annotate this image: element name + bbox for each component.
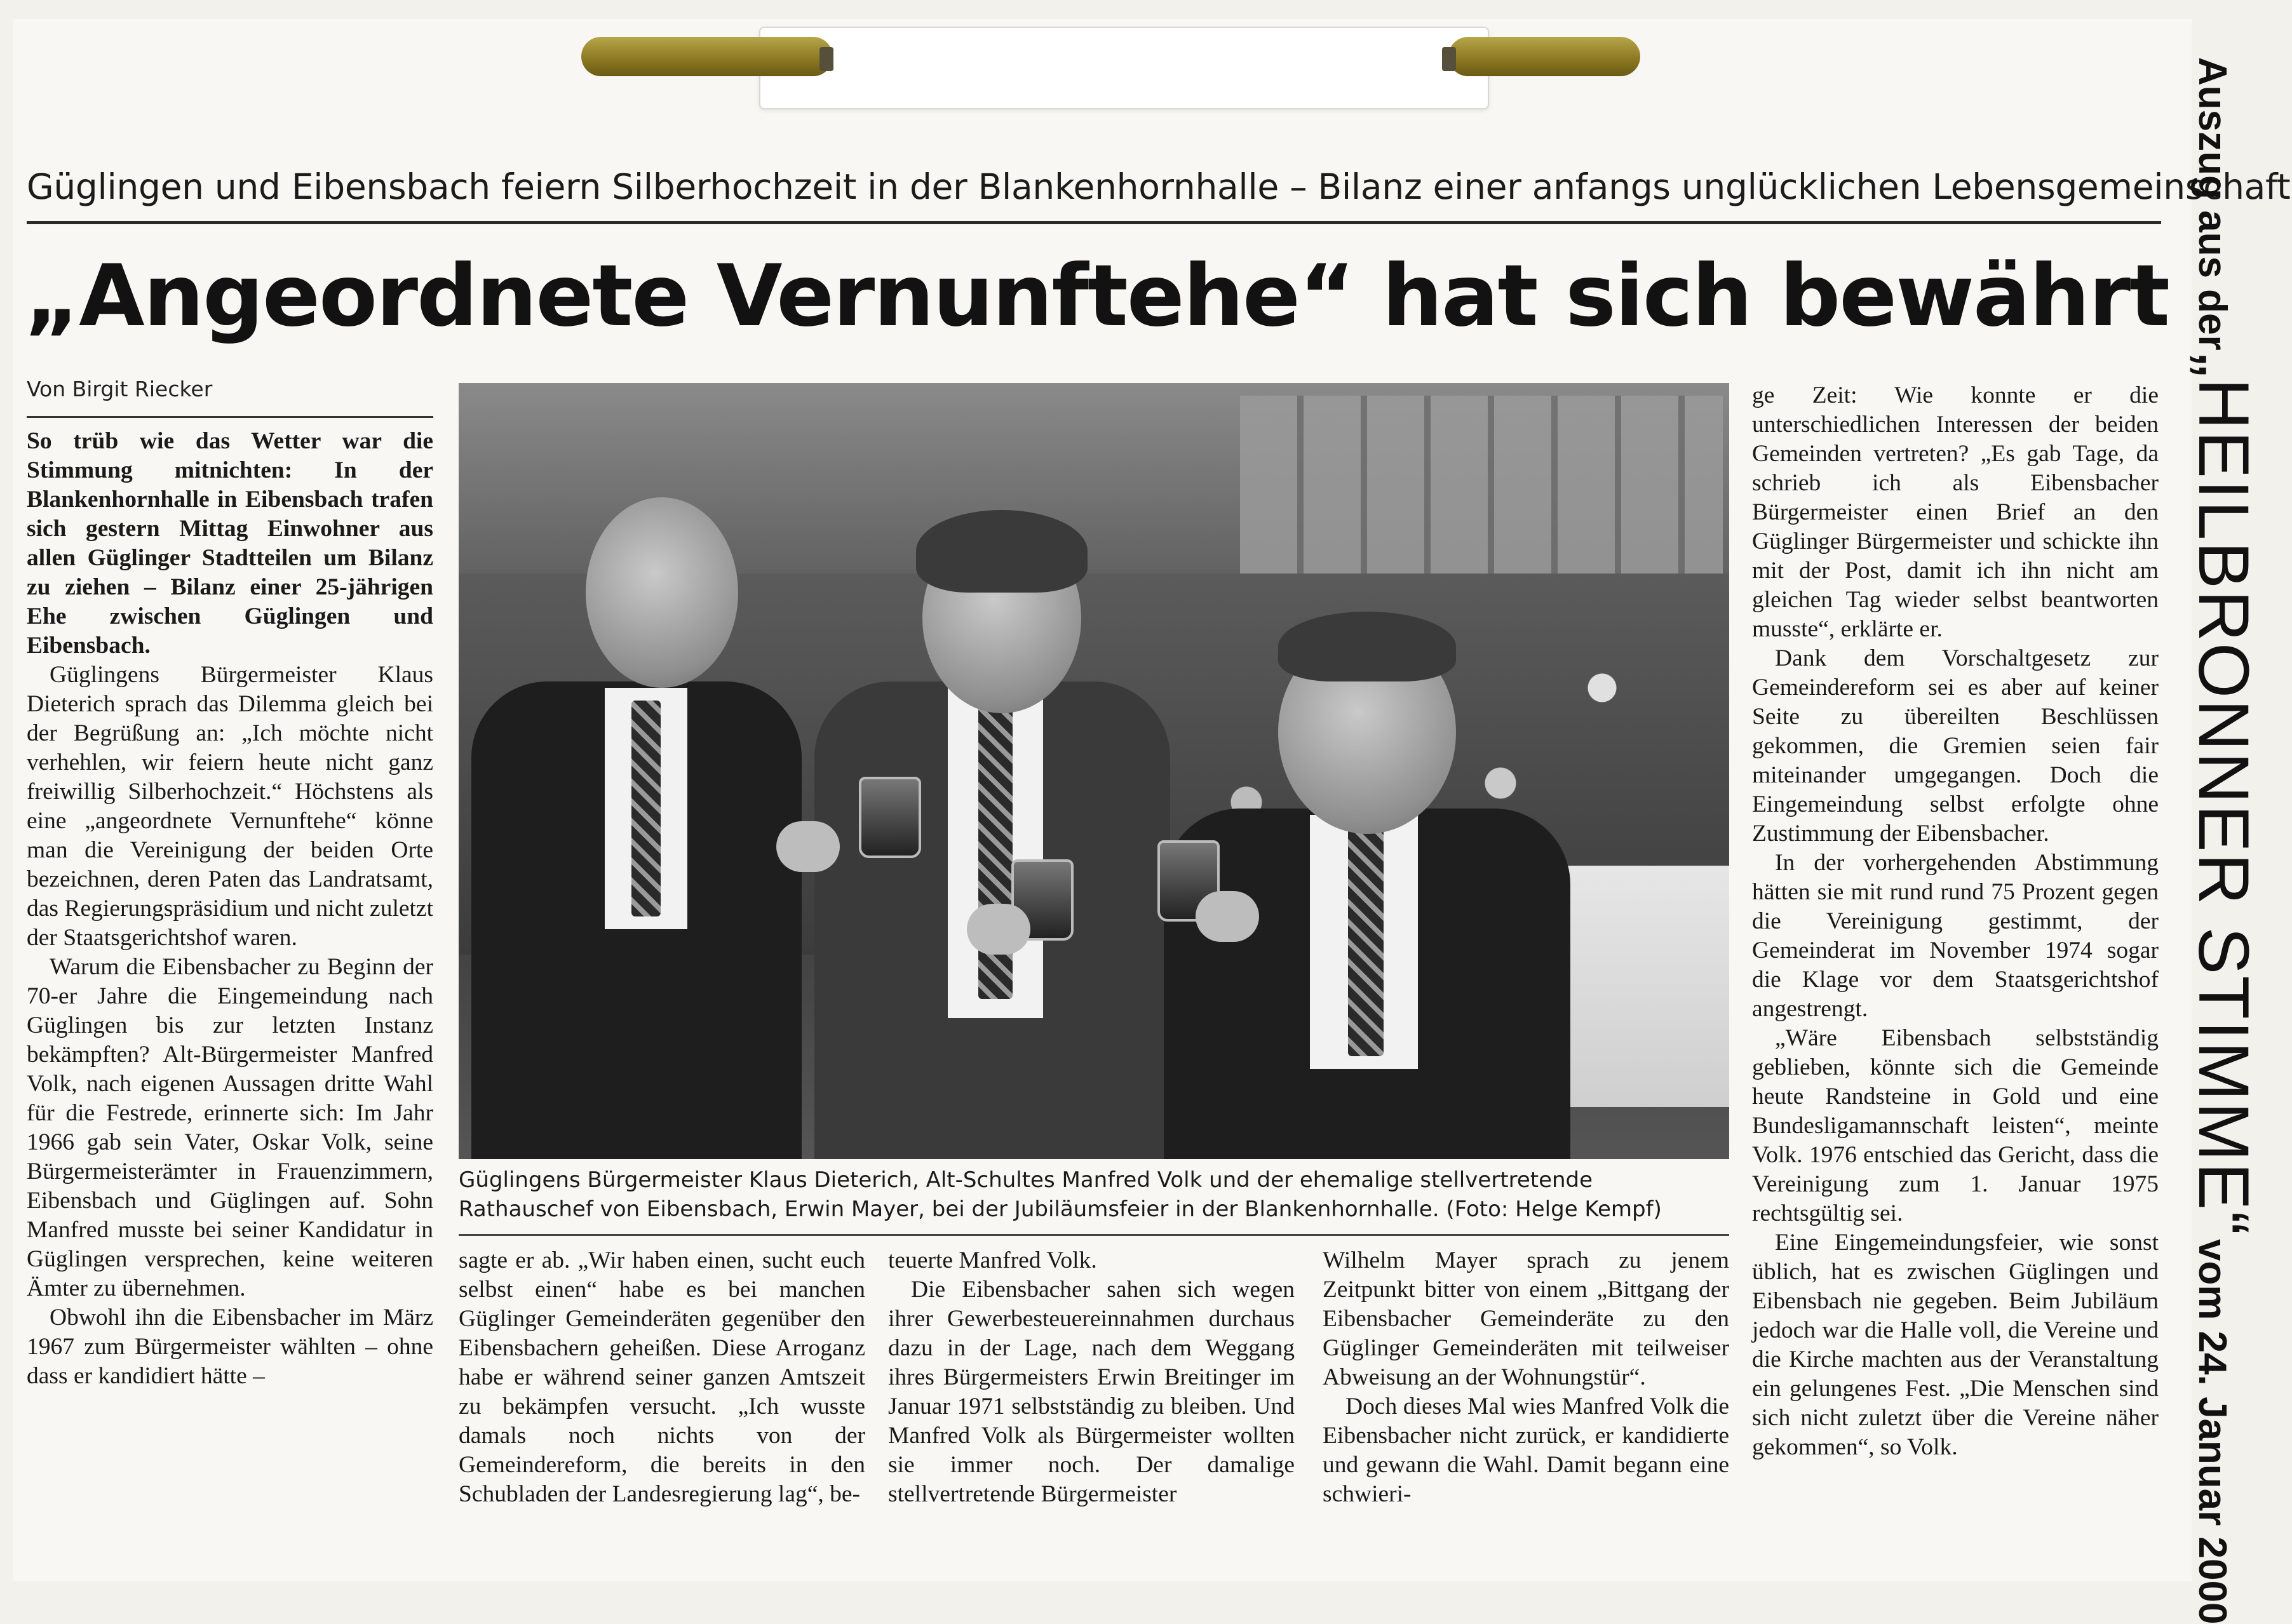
lead-paragraph: So trüb wie das Wetter war die Stimmung mitnichten: In der Blankenhornhalle in Eibensbach trafen sich gestern Mittag Einwohner aus allen Güglinger Stadtteilen um Bilanz zu ziehen – Bilanz einer 25-jährigen Ehe zwischen Güglingen und Eibensbach.	[27, 428, 433, 659]
byline-rule	[27, 416, 433, 418]
binder-clip-right	[1448, 37, 1640, 76]
hand	[776, 821, 840, 872]
paragraph: Warum die Eibensbacher zu Beginn der 70-er Jahre die Eingemeindung nach Güglingen bis zur letzten Instanz bekämpften? Alt-Bürgermeister Manfred Volk, nach eigenen Aussagen dritte Wahl für die Festrede, erinnerte sich: Im Jahr 1966 gab sein Vater, Oskar Volk, seine Bürgermeisterämter in Frauenzimmern, Eibensbach und Güglingen auf. Sohn Manfred musste bei seiner Kandidatur in Güglingen versprechen, keine weiteren Ämter zu übernehmen.	[27, 954, 433, 1301]
paragraph: „Wäre Eibensbach selbstständig geblieben, könnte sich die Gemeinde heute Randsteine in Gold und eine Bundesligamannschaft leisten“, meinte Volk. 1976 entschied das Gericht, dass die Vereinigung zum 1. Januar 1975 rechtsgültig sei.	[1752, 1025, 2159, 1226]
column-bottom-3	[1323, 1246, 1729, 1509]
caption-rule	[459, 1234, 1729, 1236]
article-photo	[459, 383, 1729, 1159]
hand	[967, 904, 1030, 955]
hand	[1196, 891, 1259, 942]
paragraph: Eine Eingemeindungsfeier, wie sonst üblich, hat es zwischen Güglingen und Eibensbach nie gegeben. Beim Jubiläum jedoch war die Halle voll, die Vereine und die Kirche machten aus der Veranstaltung ein gelungenes Fest. „Die Menschen sind sich nicht zuletzt über die Vereine näher gekommen“, so Volk.	[1752, 1230, 2159, 1460]
paragraph: Obwohl ihn die Eibensbacher im März 1967 zum Bürgermeister wählten – ohne dass er kandidiert hätte –	[27, 1305, 433, 1389]
source-annotation	[2179, 57, 2263, 1624]
paragraph: Güglingens Bürgermeister Klaus Dieterich sprach das Dilemma gleich bei der Begrüßung an: „Ich möchte nicht verhehlen, wir feiern heute nicht ganz freiwillig Silberhochzeit.“ Höchstens als eine „angeordnete Vernunftehe“ könne man die Vereinigung der beiden Orte bezeichnen, deren Paten das Landratsamt, das Regierungspräsidium und nicht zuletzt der Staatsgerichtshof waren.	[27, 662, 433, 951]
source-date: vom 24. Januar 2000	[2190, 1238, 2234, 1624]
paragraph: Wilhelm Mayer sprach zu jenem Zeitpunkt bitter von einem „Bittgang der Eibensbacher Gemeinderäte zu den Güglinger Gemeinderäten mit teilweiser Abweisung an der Wohnungstür“.	[1323, 1247, 1729, 1390]
clip-hinge-right	[1442, 47, 1456, 71]
source-paper: „HEILBRONNER STIMME“	[2184, 353, 2263, 1237]
paragraph: sagte er ab. „Wir haben einen, sucht euch selbst einen“ habe es bei manchen Güglinger Gemeinderäten gegenüber den Eibensbachern geheißen. Diese Arroganz habe er während seiner ganzen Amtszeit zu bekämpfen versucht. „Ich wusste damals noch nichts von der Gemeindereform, die bereits in den Schubladen der Landesregierung lag“, be-	[459, 1247, 865, 1507]
photo-background-windows	[1240, 396, 1723, 586]
paragraph: In der vorhergehenden Abstimmung hätten sie mit rund rund 75 Prozent gegen die Vereinigung gestimmt, der Gemeinderat im November 1974 sogar die Klage vor dem Staatsgerichtshof angestrengt.	[1752, 850, 2159, 1022]
paragraph: Dank dem Vorschaltgesetz zur Gemeindereform sei es aber auf keiner Seite zu übereilten Beschlüssen gekommen, die Gremien seien fair miteinander umgegangen. Doch die Eingemeindung selbst erfolgte ohne Zustimmung der Eibensbacher.	[1752, 645, 2159, 847]
column-right	[1752, 381, 2159, 1462]
photo-caption: Güglingens Bürgermeister Klaus Dieterich, Alt-Schultes Manfred Volk und der ehemalige stellvertretende Rathauschef von Eibensbach, Erwin Mayer, bei der Jubiläumsfeier in der Blankenhornhalle. (Foto: Helge Kempf)	[459, 1167, 1662, 1222]
paragraph: Die Eibensbacher sahen sich wegen ihrer Gewerbesteuereinnahmen durchaus dazu in der Lage, nach dem Weggang ihres Bürgermeisters Erwin Breitinger im Januar 1971 selbstständig zu bleiben. Und Manfred Volk als Bürgermeister wollten sie immer noch. Der damalige stellvertretende Bürgermeister	[888, 1277, 1295, 1507]
column-bottom-2	[888, 1246, 1295, 1509]
column-left	[27, 427, 433, 1391]
source-prefix: Auszug aus der	[2190, 57, 2234, 351]
paragraph: ge Zeit: Wie konnte er die unterschiedlichen Interessen der beiden Gemeinden vertreten? „Es gab Tage, da schrieb ich als Eibensbacher Bürgermeister einen Brief an den Güglinger Bürgermeister und schickte ihn mit der Post, damit ich ihn nicht am gleichen Tag wieder selbst beantworten musste“, erklärte er.	[1752, 382, 2159, 642]
glass-mug	[859, 777, 921, 858]
article-headline: „Angeordnete Vernunftehe“ hat sich bewährt	[24, 246, 2169, 346]
clip-hinge-left	[819, 47, 833, 71]
binder-clip-left	[581, 37, 833, 76]
byline: Von Birgit Riecker	[27, 377, 213, 401]
paragraph: teuerte Manfred Volk.	[888, 1247, 1097, 1273]
clip-card	[759, 27, 1489, 109]
kicker-rule	[27, 221, 2161, 224]
article-kicker: Güglingen und Eibensbach feiern Silberhochzeit in der Blankenhornhalle – Bilanz einer anfangs unglücklichen Lebensgemeinschaft	[27, 166, 2291, 207]
column-bottom-1	[459, 1246, 865, 1509]
paragraph: Doch dieses Mal wies Manfred Volk die Eibensbacher nicht zurück, er kandidierte und gewann die Wahl. Damit begann eine schwieri-	[1323, 1393, 1729, 1507]
